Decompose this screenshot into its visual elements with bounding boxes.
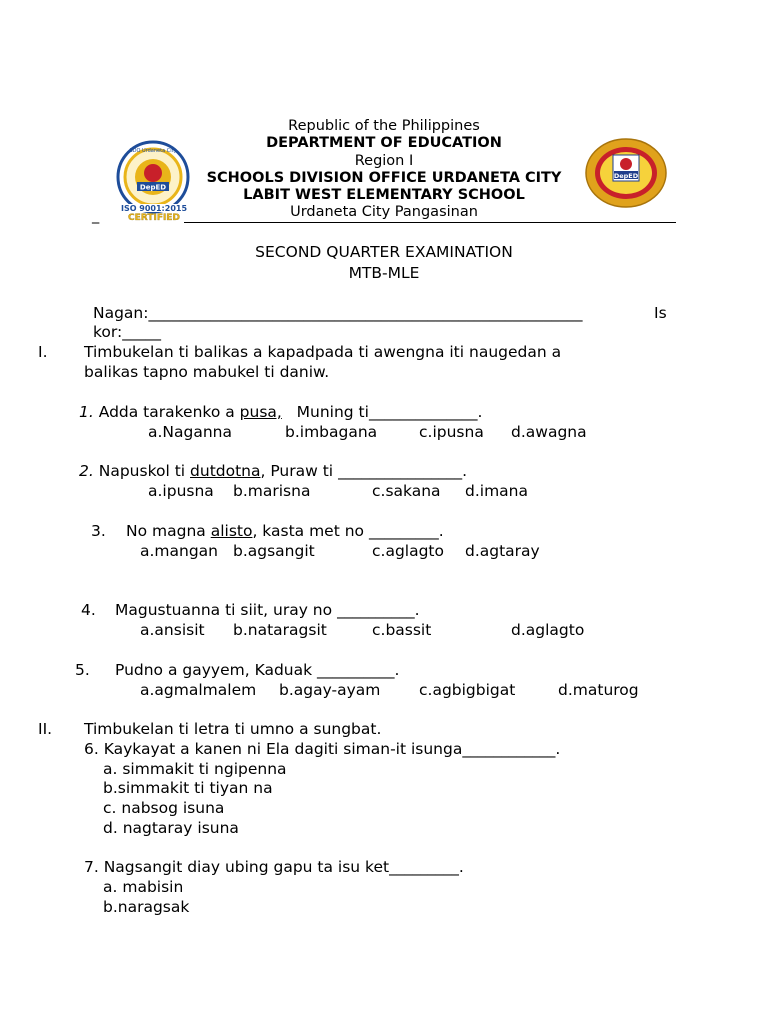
q7-text: 7. Nagsangit diay ubing gapu ta isu ket	[84, 858, 390, 876]
labit-west-school-seal	[584, 137, 670, 209]
part1-instruction-line2: balikas tapno mabukel ti daniw.	[84, 363, 330, 381]
q5-choice-b[interactable]: b.agay-ayam	[279, 681, 381, 699]
q5-text: Pudno a gayyem, Kaduak	[115, 661, 313, 679]
q3-text-post: , kasta met no	[252, 522, 365, 540]
part2-instruction: Timbukelan ti letra ti umno a sungbat.	[84, 720, 382, 738]
q1-number: 1.	[79, 403, 94, 421]
q2-underlined-word: dutdotna	[190, 462, 261, 480]
question-3	[126, 522, 444, 541]
q1-underlined-word: pusa,	[239, 403, 282, 421]
q1-choice-d[interactable]: d.awagna	[511, 423, 587, 441]
q4-choice-a[interactable]: a.ansisit	[140, 621, 205, 639]
q5-choice-c[interactable]: c.agbigbigat	[419, 681, 516, 699]
q1-choice-b[interactable]: b.imbagana	[285, 423, 378, 441]
q3-choice-d[interactable]: d.agtaray	[465, 542, 540, 560]
question-4	[115, 601, 420, 620]
q6-blank[interactable]: ____________.	[462, 740, 561, 758]
exam-title: SECOND QUARTER EXAMINATION	[255, 243, 513, 261]
right-seal-center-text: DepED	[613, 172, 639, 180]
exam-subject: MTB-MLE	[348, 264, 420, 282]
part1-instruction-line1: Timbukelan ti balikas a kapadpada ti awengna iti naugedan a	[84, 343, 562, 361]
name-label: Nagan:	[93, 304, 149, 322]
q6-choice-a[interactable]: a. simmakit ti ngipenna	[103, 760, 287, 778]
q7-choice-b[interactable]: b.naragsak	[103, 898, 190, 916]
question-5	[115, 661, 399, 680]
question-2	[79, 462, 467, 481]
republic-line: Republic of the Philippines	[288, 118, 480, 134]
name-blank[interactable]: ________________________________________________________	[148, 304, 583, 322]
q1-text-pre: Adda tarakenko a	[98, 403, 235, 421]
region-line: Region I	[354, 153, 414, 169]
q2-choice-c[interactable]: c.sakana	[372, 482, 441, 500]
q6-text: 6. Kaykayat a kanen ni Ela dagiti siman-it isunga	[84, 740, 463, 758]
q3-choice-c[interactable]: c.aglagto	[372, 542, 444, 560]
q2-text-pre: Napuskol ti	[98, 462, 186, 480]
q3-number: 3.	[91, 522, 106, 540]
score-label-1: Is	[654, 304, 667, 322]
rule-mark: _	[92, 208, 100, 224]
q2-text-post: , Puraw ti	[260, 462, 334, 480]
part1-numeral: I.	[38, 343, 48, 361]
q6-choice-b[interactable]: b.simmakit ti tiyan na	[103, 779, 273, 797]
q4-text: Magustuanna ti siit, uray no	[115, 601, 333, 619]
q1-choice-c[interactable]: c.ipusna	[419, 423, 484, 441]
q3-choice-a[interactable]: a.mangan	[140, 542, 219, 560]
q1-blank[interactable]: ______________.	[368, 403, 483, 421]
q4-number: 4.	[81, 601, 96, 619]
left-seal-iso-text: ISO 9001:2015	[120, 204, 188, 213]
q6-choice-c[interactable]: c. nabsog isuna	[103, 799, 225, 817]
q4-choice-d[interactable]: d.aglagto	[511, 621, 585, 639]
q3-text-pre: No magna	[126, 522, 206, 540]
left-seal-certified-text: CERTIFIED	[128, 213, 180, 222]
left-seal-center-text: DepED	[139, 183, 167, 192]
q2-choice-d[interactable]: d.imana	[465, 482, 528, 500]
name-line	[93, 304, 582, 323]
q5-choice-a[interactable]: a.agmalmalem	[140, 681, 257, 699]
header-rule	[184, 222, 676, 223]
q7-blank[interactable]: _________.	[389, 858, 464, 876]
q3-blank[interactable]: _________.	[368, 522, 444, 540]
question-1	[79, 403, 482, 422]
question-7	[84, 858, 464, 877]
score-label-2: kor:	[93, 323, 123, 341]
q4-blank[interactable]: __________.	[337, 601, 420, 619]
q1-text-post: Muning ti	[296, 403, 369, 421]
location-line: Urdaneta City Pangasinan	[290, 204, 478, 220]
department-line: DEPARTMENT OF EDUCATION	[266, 135, 502, 151]
score-line	[93, 323, 161, 342]
q5-blank[interactable]: __________.	[317, 661, 400, 679]
q5-number: 5.	[75, 661, 90, 679]
school-line: LABIT WEST ELEMENTARY SCHOOL	[243, 187, 525, 203]
q3-underlined-word: alisto	[210, 522, 253, 540]
question-6	[84, 740, 560, 759]
q2-number: 2.	[79, 462, 94, 480]
score-blank[interactable]: _____	[122, 323, 161, 341]
q2-choice-a[interactable]: a.ipusna	[148, 482, 214, 500]
q6-choice-d[interactable]: d. nagtaray isuna	[103, 819, 239, 837]
q2-choice-b[interactable]: b.marisna	[233, 482, 311, 500]
q3-choice-b[interactable]: b.agsangit	[233, 542, 315, 560]
left-seal-ring-text: SDO Urdaneta City	[129, 148, 177, 154]
sdo-urdaneta-seal	[102, 140, 204, 222]
q4-choice-b[interactable]: b.nataragsit	[233, 621, 327, 639]
division-line: SCHOOLS DIVISION OFFICE URDANETA CITY	[206, 170, 562, 186]
part2-numeral: II.	[38, 720, 53, 738]
q1-choice-a[interactable]: a.Naganna	[148, 423, 233, 441]
q7-choice-a[interactable]: a. mabisin	[103, 878, 184, 896]
q5-choice-d[interactable]: d.maturog	[558, 681, 639, 699]
q2-blank[interactable]: ________________.	[338, 462, 467, 480]
q4-choice-c[interactable]: c.bassit	[372, 621, 432, 639]
